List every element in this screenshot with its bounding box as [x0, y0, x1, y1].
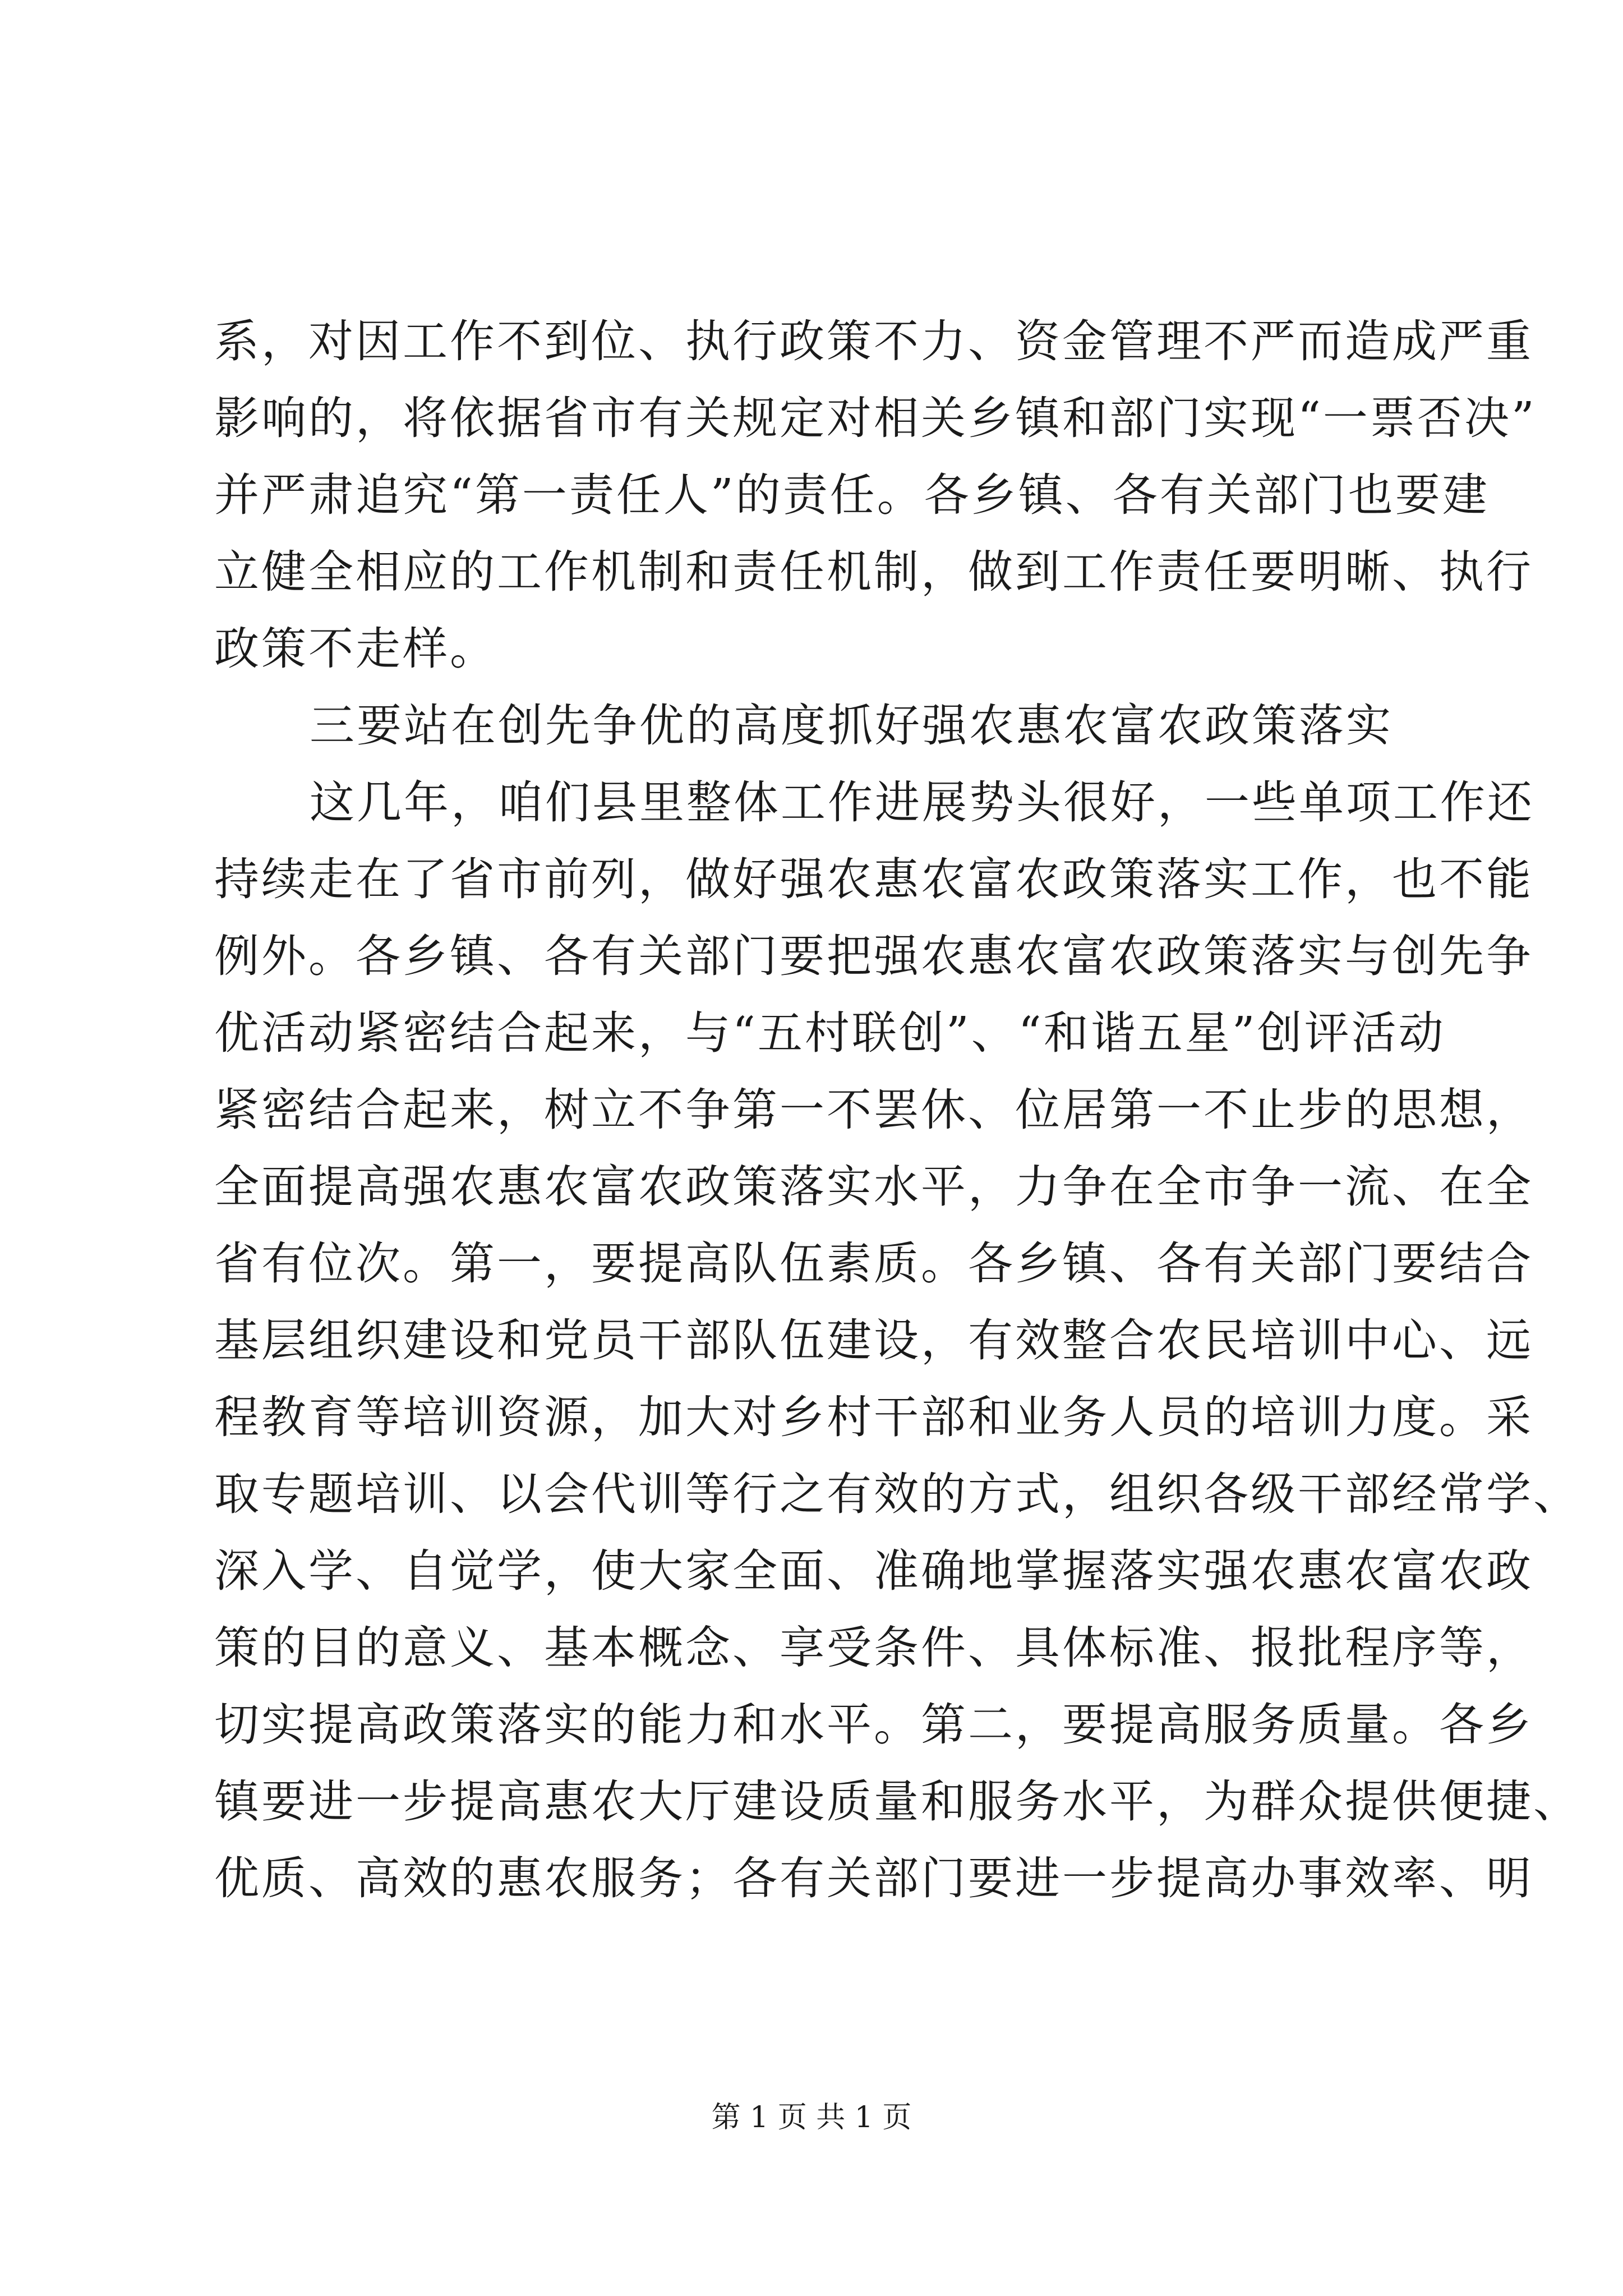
text-line: 紧密结合起来，树立不争第一不罢休、位居第一不止步的思想， [214, 1084, 1533, 1136]
document-body [214, 303, 1580, 1917]
text-line: 持续走在了省市前列，做好强农惠农富农政策落实工作，也不能 [214, 853, 1533, 905]
text-line: 深入学、自觉学，使大家全面、准确地掌握落实强农惠农富农政 [214, 1545, 1533, 1597]
text-line: 基层组织建设和党员干部队伍建设，有效整合农民培训中心、远 [214, 1314, 1533, 1366]
page-footer: 第 1 页 共 1 页 [711, 2101, 912, 2134]
text-line: 程教育等培训资源，加大对乡村干部和业务人员的培训力度。采 [214, 1391, 1533, 1443]
text-line: 优质、高效的惠农服务；各有关部门要进一步提高办事效率、明 [214, 1852, 1533, 1904]
section-heading: 三要站在创先争优的高度抓好强农惠农富农政策落实 [310, 700, 1393, 752]
text-line: 镇要进一步提高惠农大厅建设质量和服务水平，为群众提供便捷、 [214, 1775, 1580, 1828]
text-line: 影响的，将依据省市有关规定对相关乡镇和部门实现“一票否决” [214, 392, 1537, 444]
text-line: 省有位次。第一，要提高队伍素质。各乡镇、各有关部门要结合 [214, 1237, 1533, 1290]
text-line: 系，对因工作不到位、执行政策不力、资金管理不严而造成严重 [214, 315, 1533, 367]
text-line: 政策不走样。 [214, 623, 497, 675]
text-line: 切实提高政策落实的能力和水平。第二，要提高服务质量。各乡 [214, 1699, 1533, 1751]
text-line: 策的目的意义、基本概念、享受条件、具体标准、报批程序等， [214, 1622, 1533, 1674]
text-line: 这几年，咱们县里整体工作进展势头很好，一些单项工作还 [310, 776, 1534, 829]
text-line: 优活动紧密结合起来，与“五村联创”、“和谐五星”创评活动 [214, 1007, 1446, 1059]
text-line: 取专题培训、以会代训等行之有效的方式，组织各级干部经常学、 [214, 1468, 1580, 1520]
text-line: 并严肃追究“第一责任人”的责任。各乡镇、各有关部门也要建 [214, 469, 1490, 521]
text-line: 立健全相应的工作机制和责任机制，做到工作责任要明晰、执行 [214, 546, 1533, 598]
text-line: 全面提高强农惠农富农政策落实水平，力争在全市争一流、在全 [214, 1161, 1533, 1213]
text-line: 例外。各乡镇、各有关部门要把强农惠农富农政策落实与创先争 [214, 930, 1533, 982]
